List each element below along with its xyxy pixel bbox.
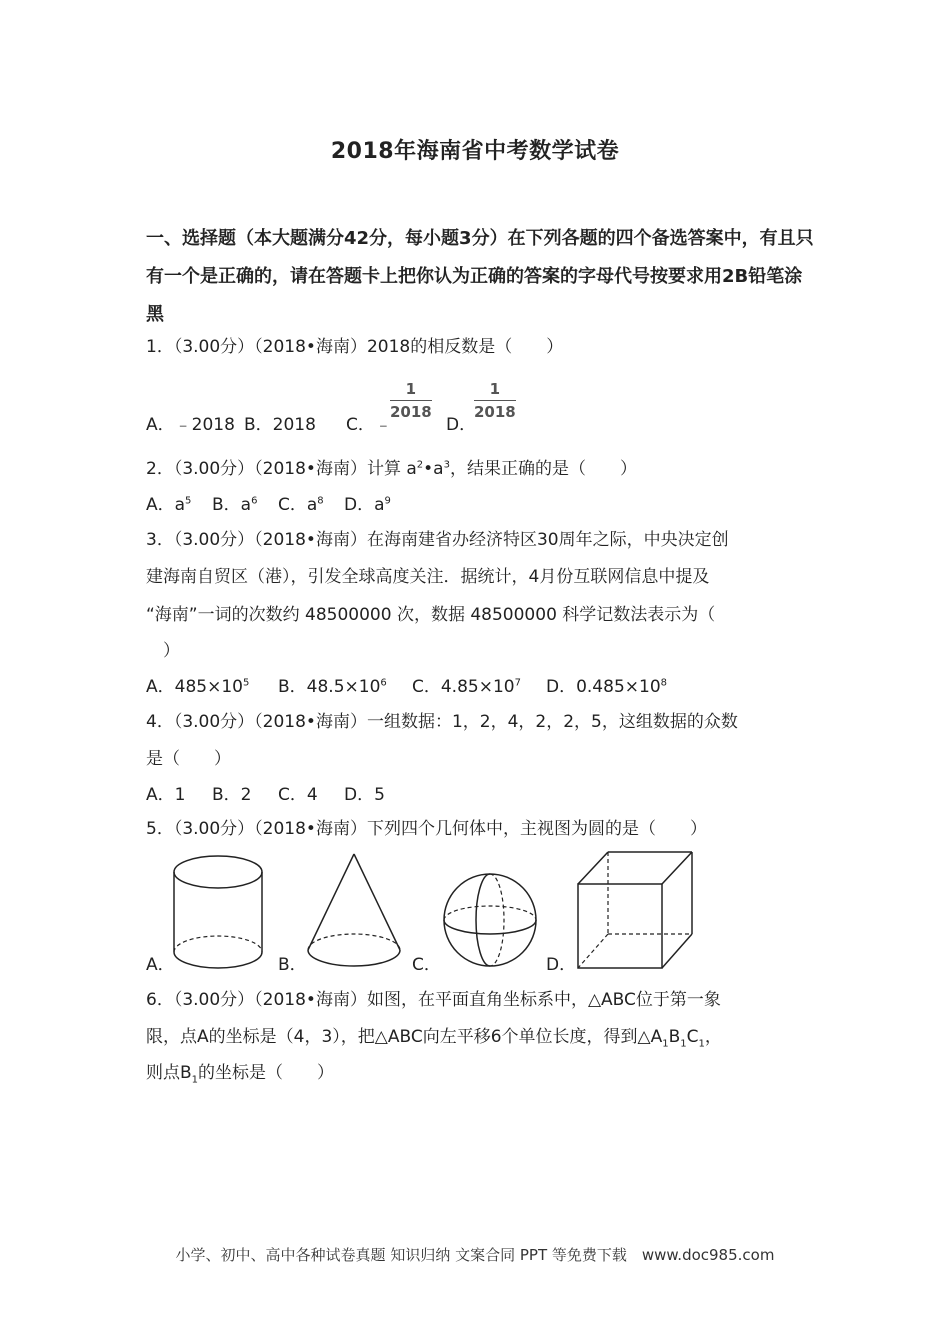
q2-option-c: C．$a^8$ (278, 495, 324, 515)
q3-option-c: C．$4.85\times 10^7$ (412, 677, 521, 697)
cone-figure (302, 850, 408, 972)
section-heading: 一、选择题（本大题满分42分，每小题3分）在下列各题的四个备选答案中，有且只有一个是正确的，请在答题卡上把你认为正确的答案的字母代号按要求用2B铅笔涂黑 (146, 228, 814, 325)
question-2-stem: 2．（3.00分）（2018•海南）计算 $a^2•a^3$，结果正确的是（ ） (146, 459, 637, 479)
question-3-line-4: ） (146, 641, 180, 661)
q1-option-d-fraction (474, 380, 516, 421)
question-6-line-1: 6．（3.00分）（2018•海南）如图，在平面直角坐标系中，△ABC位于第一象 (146, 990, 721, 1010)
cylinder-figure (170, 852, 270, 972)
fraction-denominator: 2018 (390, 403, 432, 421)
q5-option-b: B． (278, 955, 307, 975)
question-4-line-1: 4．（3.00分）（2018•海南）一组数据：1，2，4，2，2，5，这组数据的众数 (146, 712, 738, 732)
q4-option-b: B．2 (212, 785, 252, 805)
question-4-line-2: 是（ ） (146, 749, 231, 769)
q1-option-b: B．2018 (244, 415, 316, 435)
question-3-line-1: 3．（3.00分）（2018•海南）在海南建省办经济特区30周年之际，中央决定创 (146, 530, 729, 550)
q5-option-d: D． (546, 955, 577, 975)
q4-option-c: C．4 (278, 785, 318, 805)
q2-option-d: D．$a^9$ (344, 495, 391, 515)
exam-title: 2018年海南省中考数学试卷 (330, 139, 620, 164)
sphere-figure (440, 870, 540, 970)
question-6-line-3: 则点$B_1$的坐标是（ ） (146, 1063, 335, 1086)
cube-figure (572, 848, 698, 972)
fraction-denominator: 2018 (474, 403, 516, 421)
q4-option-d: D．5 (344, 785, 385, 805)
question-3-line-3: “海南”一词的次数约 48500000 次，数据 48500000 科学记数法表示为（ (146, 605, 716, 625)
page-footer: 小学、初中、高中各种试卷真题 知识归纳 文案合同 PPT 等免费下载 www.doc985.com (175, 1246, 775, 1264)
q3-option-d: D．$0.485\times 10^8$ (546, 677, 668, 697)
question-3-line-2: 建海南自贸区（港），引发全球高度关注．据统计，4月份互联网信息中提及 (146, 567, 710, 587)
q2-option-a: A．$a^5$ (146, 495, 192, 515)
fraction-numerator: 1 (474, 380, 516, 401)
q2-option-b: B．$a^6$ (212, 495, 258, 515)
q1-option-d: D． (446, 415, 477, 435)
q1-option-a: A．﹣2018 (146, 415, 235, 435)
q3-option-a: A．$485\times 10^5$ (146, 677, 250, 697)
q3-option-b: B．$48.5\times 10^6$ (278, 677, 387, 697)
q4-option-a: A．1 (146, 785, 186, 805)
q1-option-c-fraction (390, 380, 432, 421)
question-6-line-2: 限，点A的坐标是（4，3），把△ABC向左平移6个单位长度，得到$\triangle A_1B_1C_1$， (146, 1027, 722, 1050)
q1-option-c: C．﹣ (346, 415, 392, 435)
q5-option-c: C． (412, 955, 441, 975)
q5-option-a: A． (146, 955, 175, 975)
fraction-numerator: 1 (390, 380, 432, 401)
question-5-stem: 5．（3.00分）（2018•海南）下列四个几何体中，主视图为圆的是（ ） (146, 819, 707, 839)
question-1-stem: 1．（3.00分）（2018•海南）2018的相反数是（ ） (146, 337, 564, 357)
